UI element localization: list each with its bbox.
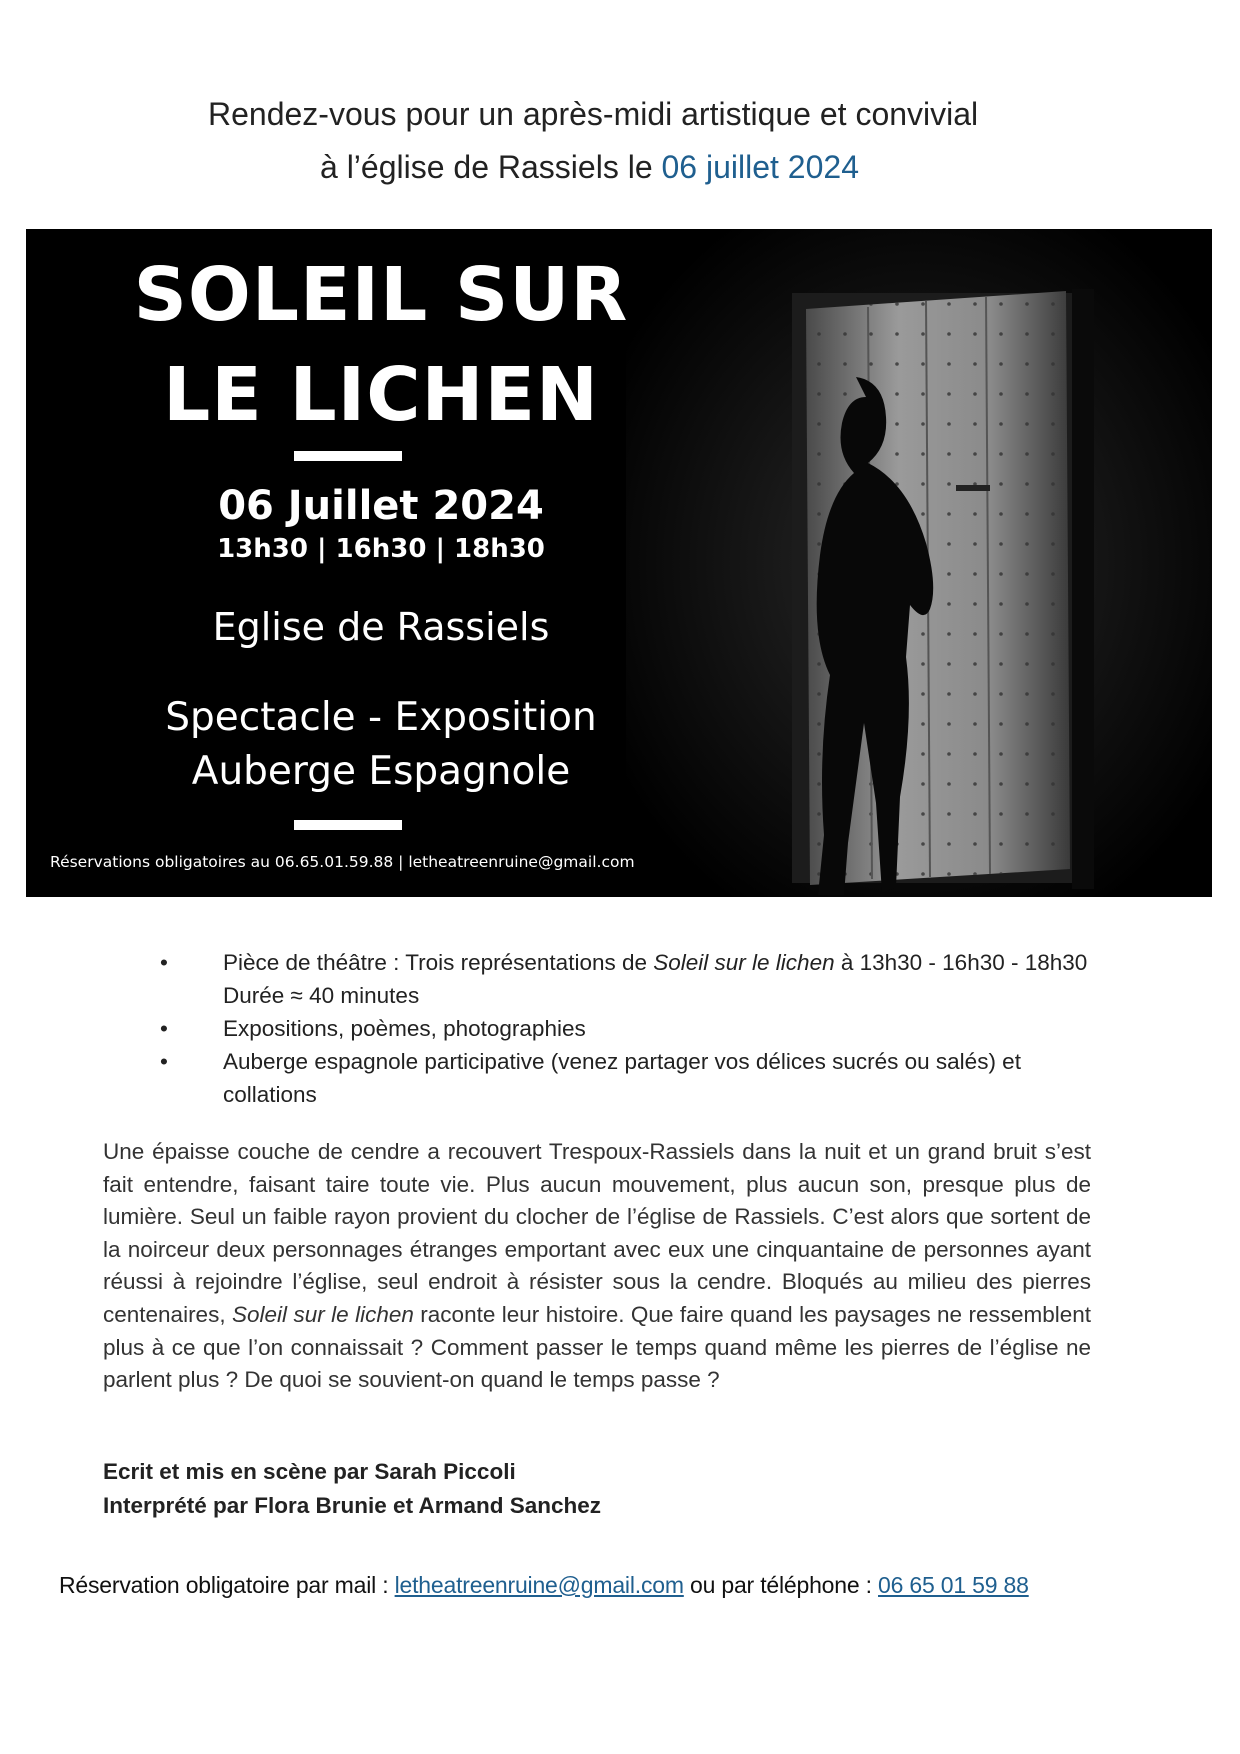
list-item <box>160 1012 1100 1045</box>
banner-divider-bottom <box>294 820 402 830</box>
credits-cast: Interprété par Flora Brunie et Armand Sanchez <box>103 1493 602 1518</box>
intro-line-2 <box>320 141 859 194</box>
synopsis-text-2: raconte leur histoire. Que faire quand les paysages ne ressemblent plus à ce que l’on connaissait ? Comment passer le temps quand même les pierres de l’église ne parlent plus ? De quoi se souvient-on quand le temps passe ? <box>103 1301 1092 1393</box>
banner-times: 13h30 | 16h30 | 18h30 <box>217 534 545 564</box>
list-item-text: Expositions, poèmes, photographies <box>223 1016 586 1041</box>
footer-middle: ou par téléphone : <box>683 1572 879 1598</box>
intro-date: 06 juillet 2024 <box>661 149 859 185</box>
event-banner <box>26 229 1212 897</box>
bullet-icon: • <box>160 1049 168 1074</box>
synopsis-play-title: Soleil sur le lichen <box>232 1301 414 1327</box>
list-item <box>160 1045 1100 1111</box>
banner-reservation-text: Réservations obligatoires au 06.65.01.59.88 | letheatreenruine@gmail.com <box>50 853 635 871</box>
list-item-text-suffix: à 13h30 - 16h30 - 18h30 Durée ≈ 40 minutes <box>223 950 1088 1008</box>
program-list <box>160 946 1100 1111</box>
email-link[interactable]: letheatreenruine@gmail.com <box>394 1572 684 1598</box>
credits <box>103 1455 601 1523</box>
banner-divider-top <box>294 451 402 461</box>
play-title: Soleil sur le lichen <box>653 950 835 975</box>
bullet-icon: • <box>160 950 168 975</box>
list-item <box>160 946 1100 1012</box>
banner-date: 06 Juillet 2024 <box>218 483 544 529</box>
banner-title-line-1: SOLEIL SUR <box>133 252 629 338</box>
list-item-text: Auberge espagnole participative (venez partager vos délices sucrés ou salés) et collations <box>223 1049 1021 1107</box>
bullet-icon: • <box>160 1016 168 1041</box>
banner-events-line-1: Spectacle - Exposition <box>165 695 597 740</box>
phone-link[interactable]: 06 65 01 59 88 <box>878 1572 1029 1598</box>
synopsis-paragraph <box>103 1136 1091 1397</box>
intro-line-1: Rendez-vous pour un après-midi artistique et convivial <box>208 96 979 132</box>
credits-author: Ecrit et mis en scène par Sarah Piccoli <box>103 1459 516 1484</box>
banner-place: Eglise de Rassiels <box>212 605 550 649</box>
banner-events-line-2: Auberge Espagnole <box>191 749 571 794</box>
intro-line-2-text: à l’église de Rassiels le <box>320 149 662 185</box>
list-item-text: Pièce de théâtre : Trois représentations de <box>223 950 654 975</box>
banner-title-line-2: LE LICHEN <box>163 352 599 438</box>
reservation-footer <box>59 1572 1029 1599</box>
footer-prefix: Réservation obligatoire par mail : <box>59 1572 395 1598</box>
synopsis-text-1: Une épaisse couche de cendre a recouvert Trespoux-Rassiels dans la nuit et un grand bruit s’est fait entendre, faisant taire toute vie. Plus aucun mouvement, plus aucun son, presque plus de lumière. Seul un faible rayon provient du clocher de l’église de Rassiels. C’est alors que sortent de la noirceur deux personnages étranges emportant avec eux une cinquantaine de personnes ayant réussi à rejoindre l’église, seul endroit à résister sous la cendre. Bloqués au milieu des pierres centenaires, <box>103 1139 1091 1327</box>
